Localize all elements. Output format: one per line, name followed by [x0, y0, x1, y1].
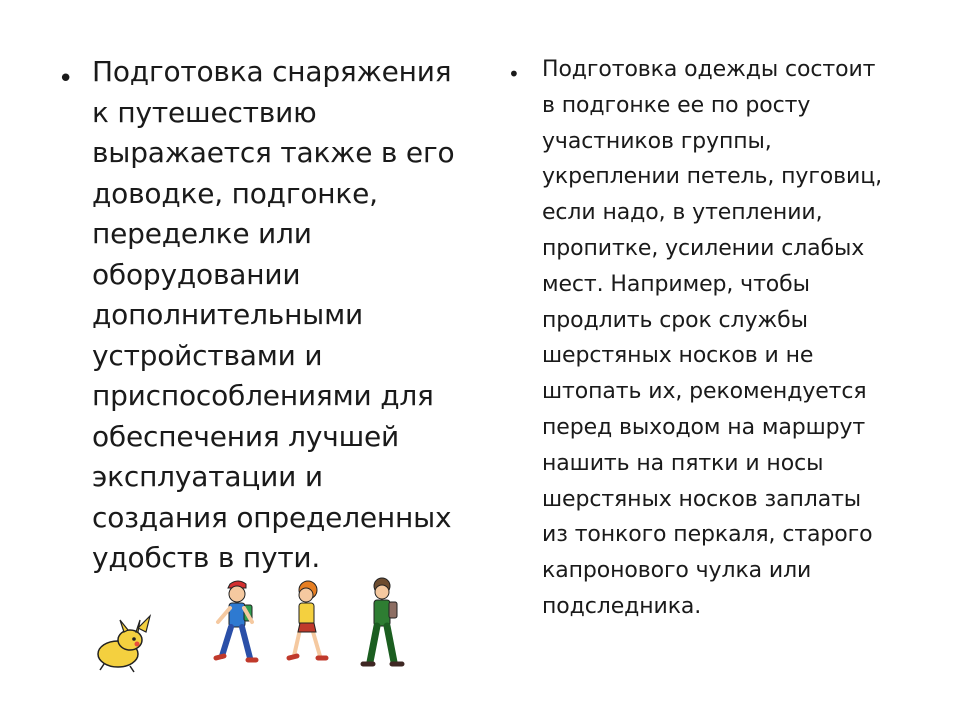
bullet-icon: •: [58, 64, 74, 94]
yellow-creature-icon: [98, 616, 150, 672]
right-paragraph: [542, 52, 928, 625]
text-line: перед выходом на маршрут: [542, 414, 866, 440]
text-line: Подготовка снаряжения: [92, 55, 452, 88]
text-line: штопать их, рекомендуется: [542, 379, 867, 405]
text-line: нашить на пятки и носы: [542, 450, 824, 476]
text-line: устройствами и: [92, 338, 323, 372]
text-line: подследника.: [542, 593, 702, 619]
text-line: если надо, в утеплении,: [542, 200, 823, 226]
text-line: капронового чулка или: [542, 558, 812, 584]
text-line: шерстяных носков заплаты: [542, 486, 862, 512]
text-line: из тонкого перкаля, старого: [542, 522, 873, 548]
text-line: оборудовании: [92, 257, 301, 291]
text-line: выражается также в его: [92, 136, 455, 169]
text-line: удобств в пути.: [92, 541, 321, 574]
hiker-boy-cap-icon: [216, 581, 256, 660]
text-line: мест. Например, чтобы: [542, 271, 810, 297]
text-line: укреплении петель, пуговиц,: [542, 164, 882, 190]
text-line: Подготовка одежды состоит: [542, 57, 876, 82]
text-line: обеспечения лучшей: [92, 419, 400, 453]
walking-group-illustration: [90, 576, 430, 696]
text-line: участников группы,: [542, 128, 772, 154]
text-line: создания определенных: [92, 500, 452, 534]
text-line: эксплуатации и: [92, 460, 323, 493]
text-line: шерстяных носков и не: [542, 343, 814, 369]
hiker-girl-icon: [289, 581, 326, 658]
text-line: доводке, подгонке,: [92, 176, 378, 210]
bullet-icon: •: [508, 62, 520, 86]
text-line: приспособлениями для: [92, 379, 434, 412]
left-text-block: [58, 52, 458, 579]
text-line: переделке или: [92, 217, 312, 250]
text-line: пропитке, усилении слабых: [542, 235, 865, 261]
text-line: в подгонке ее по росту: [542, 92, 811, 118]
right-bullet-item: [508, 52, 928, 625]
hiker-boy-green-icon: [363, 578, 402, 664]
text-line: к путешествию: [92, 95, 317, 129]
right-text-block: [508, 52, 928, 625]
text-line: продлить срок службы: [542, 307, 808, 333]
text-line: дополнительными: [92, 298, 363, 331]
left-paragraph: [92, 52, 458, 579]
left-bullet-item: [58, 52, 458, 579]
